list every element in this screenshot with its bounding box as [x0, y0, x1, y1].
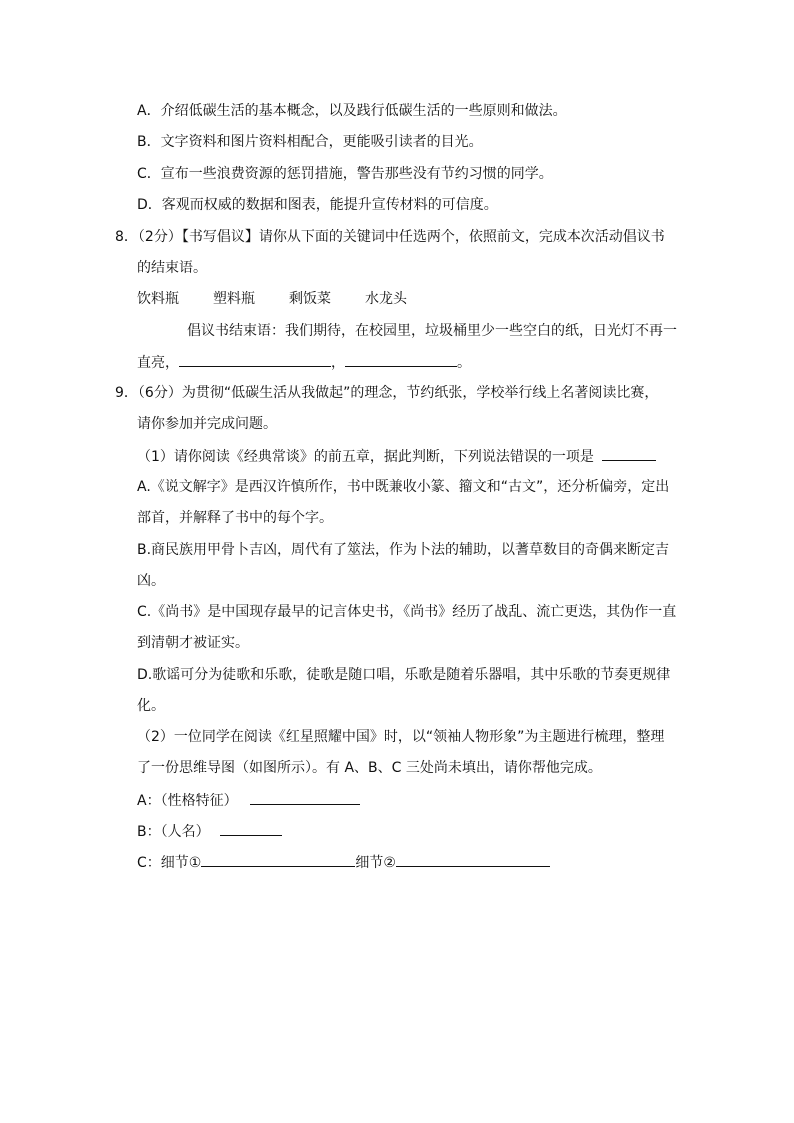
- keyword: 剩饭菜: [289, 291, 331, 307]
- q9-fill-b-blank[interactable]: [220, 821, 282, 836]
- q9-sub1-answer-blank[interactable]: [602, 446, 656, 461]
- q9-fill-a: [137, 790, 360, 811]
- keyword: 饮料瓶: [137, 291, 179, 307]
- q9-option-b-line2: 凶。: [137, 573, 165, 589]
- q9-fill-b: [137, 821, 282, 842]
- q8-answer-blank-1[interactable]: [179, 352, 331, 367]
- q7-option-b: B．文字资料和图片资料相配合，更能吸引读者的目光。: [137, 134, 483, 150]
- q9-fill-c1-label: C：细节①: [137, 855, 202, 871]
- q9-fill-c2-label: 细节②: [355, 855, 396, 871]
- q9-option-a-line2: 部首，并解释了书中的每个字。: [137, 510, 333, 526]
- q8-comma: ，: [331, 355, 345, 371]
- q9-fill-c1-blank[interactable]: [201, 852, 355, 867]
- q9-fill-a-label: A：（性格特征）: [137, 793, 238, 809]
- q8-ending-line1: 倡议书结束语：我们期待，在校园里，垃圾桶里少一些空白的纸，日光灯不再一: [187, 323, 677, 339]
- q7-option-a: A．介绍低碳生活的基本概念，以及践行低碳生活的一些原则和做法。: [137, 103, 567, 119]
- q9-option-c-line2: 到清朝才被证实。: [137, 635, 249, 651]
- keyword: 塑料瓶: [213, 291, 255, 307]
- q9-sub2-line1: （2）一位同学在阅读《红星照耀中国》时，以“领袖人物形象”为主题进行梳理，整理: [137, 729, 665, 745]
- q7-option-c: C．宣布一些浪费资源的惩罚措施，警告那些没有节约习惯的同学。: [137, 166, 553, 182]
- q9-fill-c2-blank[interactable]: [396, 852, 550, 867]
- q9-option-b-line1: B.商民族用甲骨卜吉凶，周代有了筮法，作为卜法的辅助，以蓍草数目的奇偶来断定吉: [137, 542, 670, 558]
- q8-ending-line2: [137, 352, 471, 373]
- q8-keywords: [137, 289, 441, 309]
- q8-ending-prefix: 直亮，: [137, 355, 179, 371]
- q9-sub2-line2: 了一份思维导图（如图所示）。有 A、B、C 三处尚未填出，请你帮他完成。: [137, 760, 602, 776]
- q7-option-d: D．客观而权威的数据和图表，能提升宣传材料的可信度。: [137, 197, 498, 213]
- q9-option-c-line1: C.《尚书》是中国现存最早的记言体史书，《尚书》经历了战乱、流亡更迭，其伪作一直: [137, 604, 677, 620]
- q9-fill-a-blank[interactable]: [250, 790, 360, 805]
- q9-fill-b-label: B：（人名）: [137, 824, 210, 840]
- q8-answer-blank-2[interactable]: [345, 352, 457, 367]
- q8-stem-line1: 8．（2分）【书写倡议】请你从下面的关键词中任选两个，依照前文，完成本次活动倡议书: [115, 229, 665, 245]
- q8-stem-line2: 的结束语。: [137, 260, 207, 276]
- q9-option-d-line2: 化。: [137, 698, 165, 714]
- q9-option-d-line1: D.歌谣可分为徒歌和乐歌，徒歌是随口唱，乐歌是随着乐器唱，其中乐歌的节奏更规律: [137, 667, 671, 683]
- q9-option-a-line1: A.《说文解字》是西汉许慎所作，书中既兼收小篆、籀文和“古文”，还分析偏旁，定出: [137, 479, 670, 495]
- q9-fill-c: [137, 852, 550, 873]
- q9-sub1: [137, 446, 656, 467]
- q9-sub1-text: （1）请你阅读《经典常谈》的前五章，据此判断，下列说法错误的一项是: [137, 449, 594, 465]
- q9-stem-line2: 请你参加并完成问题。: [137, 416, 277, 432]
- q9-stem-line1: 9．（6分）为贯彻“低碳生活从我做起”的理念，节约纸张，学校举行线上名著阅读比赛，: [115, 385, 659, 401]
- keyword: 水龙头: [365, 291, 407, 307]
- q8-period: 。: [457, 355, 471, 371]
